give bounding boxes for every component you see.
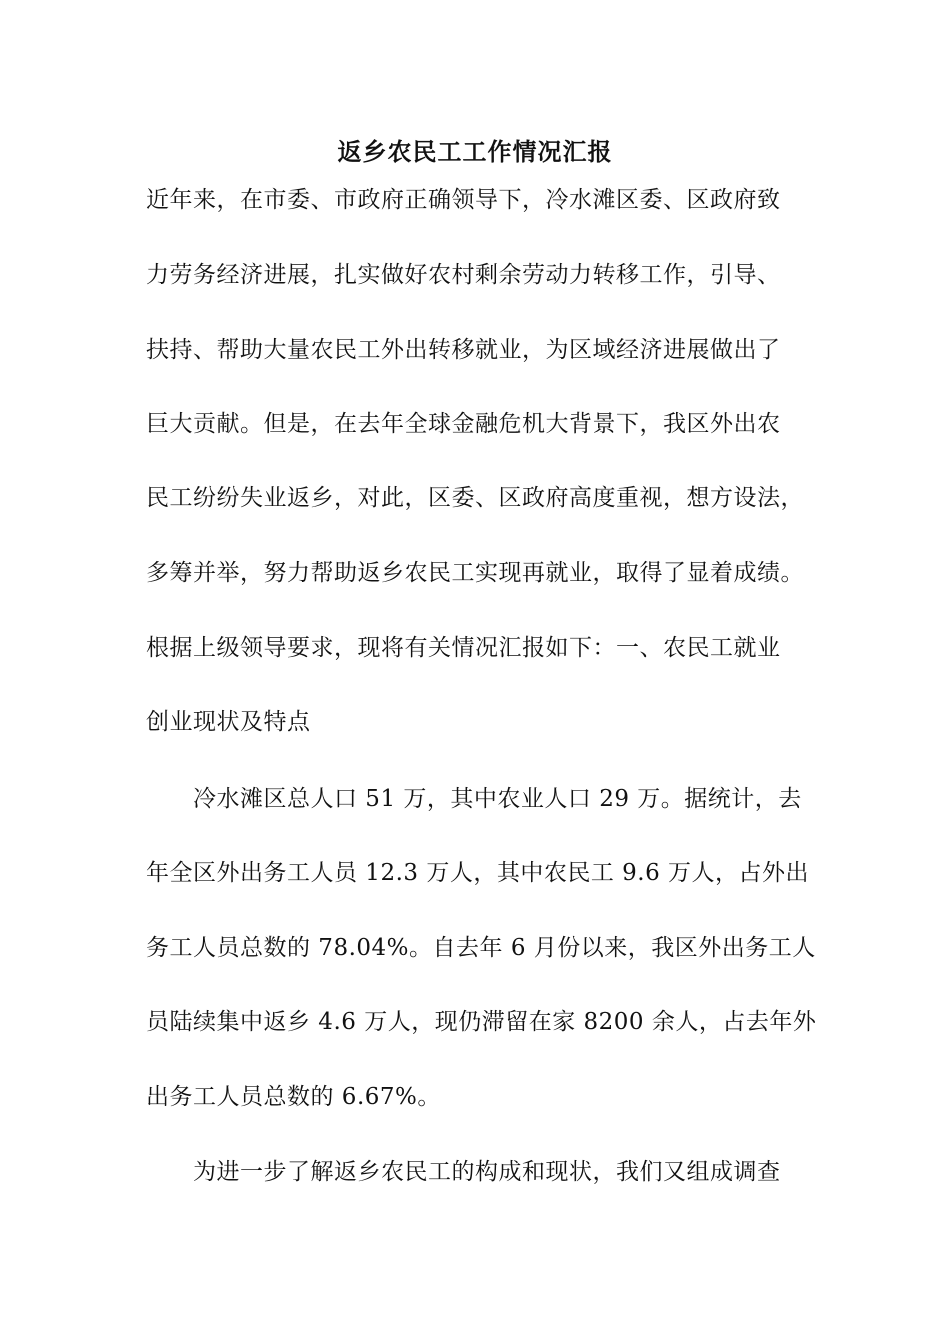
text-line-1: 近年来，在市委、市政府正确领导下，冷水滩区委、区政府致: [146, 187, 781, 213]
text-line-11: 务工人员总数的 78.04%。自去年 6 月份以来，我区外出务工人: [146, 935, 816, 961]
text-line-7: 根据上级领导要求，现将有关情况汇报如下：一、农民工就业: [146, 635, 781, 661]
text-line-6: 多筹并举，努力帮助返乡农民工实现再就业，取得了显着成绩。: [146, 560, 804, 586]
document-title: 返乡农民工工作情况汇报: [337, 137, 613, 166]
text-line-4: 巨大贡献。但是，在去年全球金融危机大背景下，我区外出农: [146, 411, 781, 437]
text-line-13: 出务工人员总数的 6.67%。: [146, 1084, 441, 1110]
text-line-14: 为进一步了解返乡农民工的构成和现状，我们又组成调查: [146, 1159, 781, 1185]
text-line-3: 扶持、帮助大量农民工外出转移就业，为区域经济进展做出了: [146, 337, 781, 363]
text-line-9: 冷水滩区总人口 51 万，其中农业人口 29 万。据统计，去: [146, 786, 802, 812]
text-line-8: 创业现状及特点: [146, 709, 311, 735]
text-line-12: 员陆续集中返乡 4.6 万人，现仍滞留在家 8200 余人，占去年外: [146, 1009, 817, 1035]
text-line-5: 民工纷纷失业返乡，对此，区委、区政府高度重视，想方设法，: [146, 485, 804, 511]
text-line-2: 力劳务经济进展，扎实做好农村剩余劳动力转移工作，引导、: [146, 262, 781, 288]
text-line-10: 年全区外出务工人员 12.3 万人，其中农民工 9.6 万人，占外出: [146, 860, 810, 886]
